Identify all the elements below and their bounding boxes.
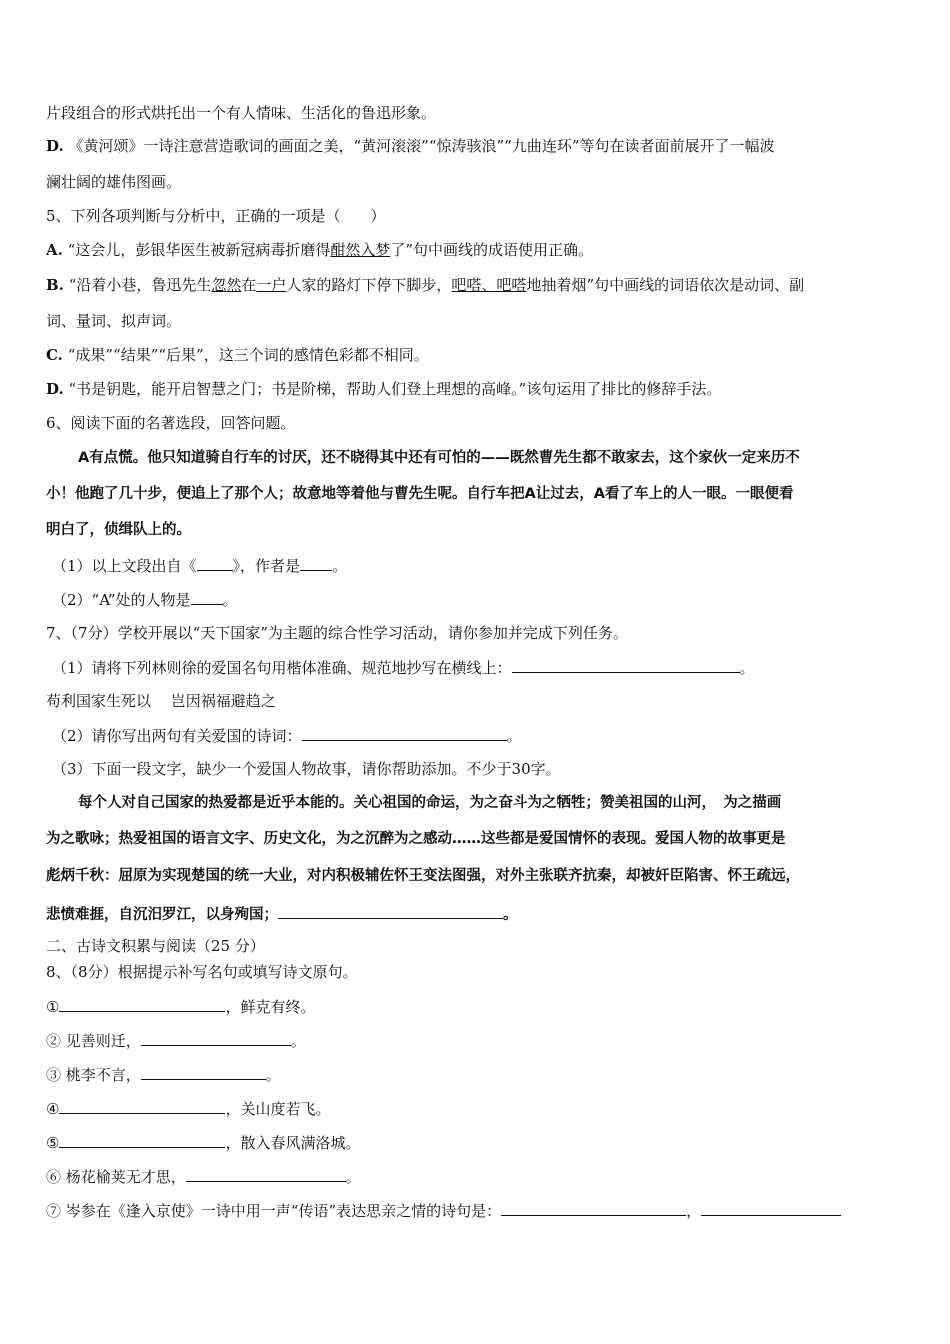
answer-blank[interactable]: [512, 657, 740, 673]
q6-stem: 6、阅读下面的名著选段，回答问题。: [46, 414, 296, 432]
q5-option-c: C. “成果”“结果”“后果”，这三个词的感情色彩都不相同。: [46, 346, 429, 364]
option-label: D.: [46, 380, 64, 398]
answer-blank[interactable]: [59, 996, 225, 1012]
q4-c-tail: 片段组合的形式烘托出一个有人情味、生活化的鲁迅形象。: [46, 104, 437, 122]
q5-stem: 5、下列各项判断与分析中，正确的一项是（ ）: [46, 207, 386, 225]
q6-passage-line: 明白了，侦缉队上的。: [46, 522, 191, 538]
q6-passage-line: A有点慌。他只知道骑自行车的讨厌，还不晓得其中还有可怕的——既然曹先生都不敢家去，这个家伙一定来历不: [78, 450, 800, 466]
answer-blank[interactable]: [278, 903, 503, 919]
underlined-word: 一户: [256, 276, 287, 294]
answer-blank[interactable]: [186, 1166, 346, 1182]
section-title: 二、古诗文积累与阅读（25 分）: [46, 937, 265, 955]
answer-blank[interactable]: [701, 1200, 841, 1216]
answer-blank[interactable]: [191, 589, 223, 605]
q5-option-b: B. “沿着小巷，鲁迅先生忽然在一户人家的路灯下停下脚步，吧嗒、吧嗒地抽着烟”句中画线的词语依次是动词、副: [46, 276, 805, 294]
q5-option-a: A. “这会儿，彭银华医生被新冠病毒折磨得酣然入梦了”句中画线的成语使用正确。: [46, 241, 594, 259]
q5-option-b-cont: 词、量词、拟声词。: [46, 312, 182, 330]
q6-sub2: （2）“A”处的人物是 。: [52, 591, 238, 609]
q7-passage-line: 彪炳千秋：屈原为实现楚国的统一大业，对内积极辅佐怀王变法图强，对外主张联齐抗秦，却被奸臣陷害、怀王疏远，: [46, 868, 800, 884]
q7-sub1: （1）请将下列林则徐的爱国名句用楷体准确、规范地抄写在横线上： 。: [52, 659, 755, 677]
q4-option-d: D. 《黄河颂》一诗注意营造歌词的画面之美，“黄河滚滚”“惊涛骇浪”“九曲连环”等句在读者面前展开了一幅波: [46, 137, 775, 155]
q8-item-1: ① ，鲜克有终。: [46, 998, 316, 1016]
q6-sub1: （1）以上文段出自《 》，作者是 。: [52, 557, 348, 575]
q7-sub2: （2）请你写出两句有关爱国的诗词： 。: [52, 727, 522, 745]
q8-item-4: ④ ，关山度若飞。: [46, 1100, 331, 1118]
answer-blank[interactable]: [141, 1030, 291, 1046]
q8-item-6: ⑥ 杨花榆荚无才思， 。: [46, 1168, 361, 1186]
underlined-word: 忽然: [211, 276, 242, 294]
q7-passage-line: 为之歌咏；热爱祖国的语言文字、历史文化，为之沉醉为之感动……这些都是爱国情怀的表现。爱国人物的故事更是: [46, 831, 786, 847]
underlined-idiom: 酣然入梦: [330, 241, 391, 259]
q8-stem: 8、（8分）根据提示补写名句或填写诗文原句。: [46, 963, 358, 981]
q5-option-d: D. “书是钥匙，能开启智慧之门；书是阶梯，帮助人们登上理想的高峰。”该句运用了排比的修辞手法。: [46, 380, 722, 398]
q8-item-3: ③ 桃李不言， 。: [46, 1066, 281, 1084]
answer-blank[interactable]: [501, 1200, 686, 1216]
option-label: B.: [46, 276, 64, 294]
answer-blank[interactable]: [300, 555, 332, 571]
q8-item-2: ② 见善则迁， 。: [46, 1032, 306, 1050]
answer-blank[interactable]: [59, 1132, 225, 1148]
q7-quote: 苟利国家生死以 岂因祸福避趋之: [46, 692, 276, 710]
q8-item-5: ⑤ ，散入春风满洛城。: [46, 1134, 361, 1152]
q7-sub3: （3）下面一段文字，缺少一个爱国人物故事，请你帮助添加。不少于30字。: [52, 760, 561, 778]
q4-option-d-cont: 澜壮阔的雄伟图画。: [46, 173, 182, 191]
option-label: D.: [46, 137, 64, 155]
answer-blank[interactable]: [302, 725, 507, 741]
q6-passage-line: 小！他跑了几十步，便追上了那个人；故意地等着他与曹先生呢。自行车把A让过去，A看了车上的人一眼。一眼便看: [46, 486, 794, 502]
option-label: C.: [46, 346, 63, 364]
q7-stem: 7、（7分）学校开展以“天下国家”为主题的综合性学习活动，请你参加并完成下列任务。: [46, 624, 628, 642]
answer-blank[interactable]: [141, 1064, 266, 1080]
q7-passage-line: 每个人对自己国家的热爱都是近乎本能的。关心祖国的命运，为之奋斗为之牺牲；赞美祖国的山河， 为之描画: [78, 795, 782, 811]
answer-blank[interactable]: [197, 555, 233, 571]
underlined-word: 吧嗒、吧嗒: [451, 276, 527, 294]
q7-passage-line: 悲愤难捱，自沉汨罗江，以身殉国； 。: [46, 903, 908, 925]
answer-blank[interactable]: [59, 1098, 225, 1114]
option-label: A.: [46, 241, 63, 259]
q8-item-7: ⑦ 岑参在《逢入京使》一诗中用一声“传语”表达思亲之情的诗句是： ，: [46, 1200, 908, 1221]
